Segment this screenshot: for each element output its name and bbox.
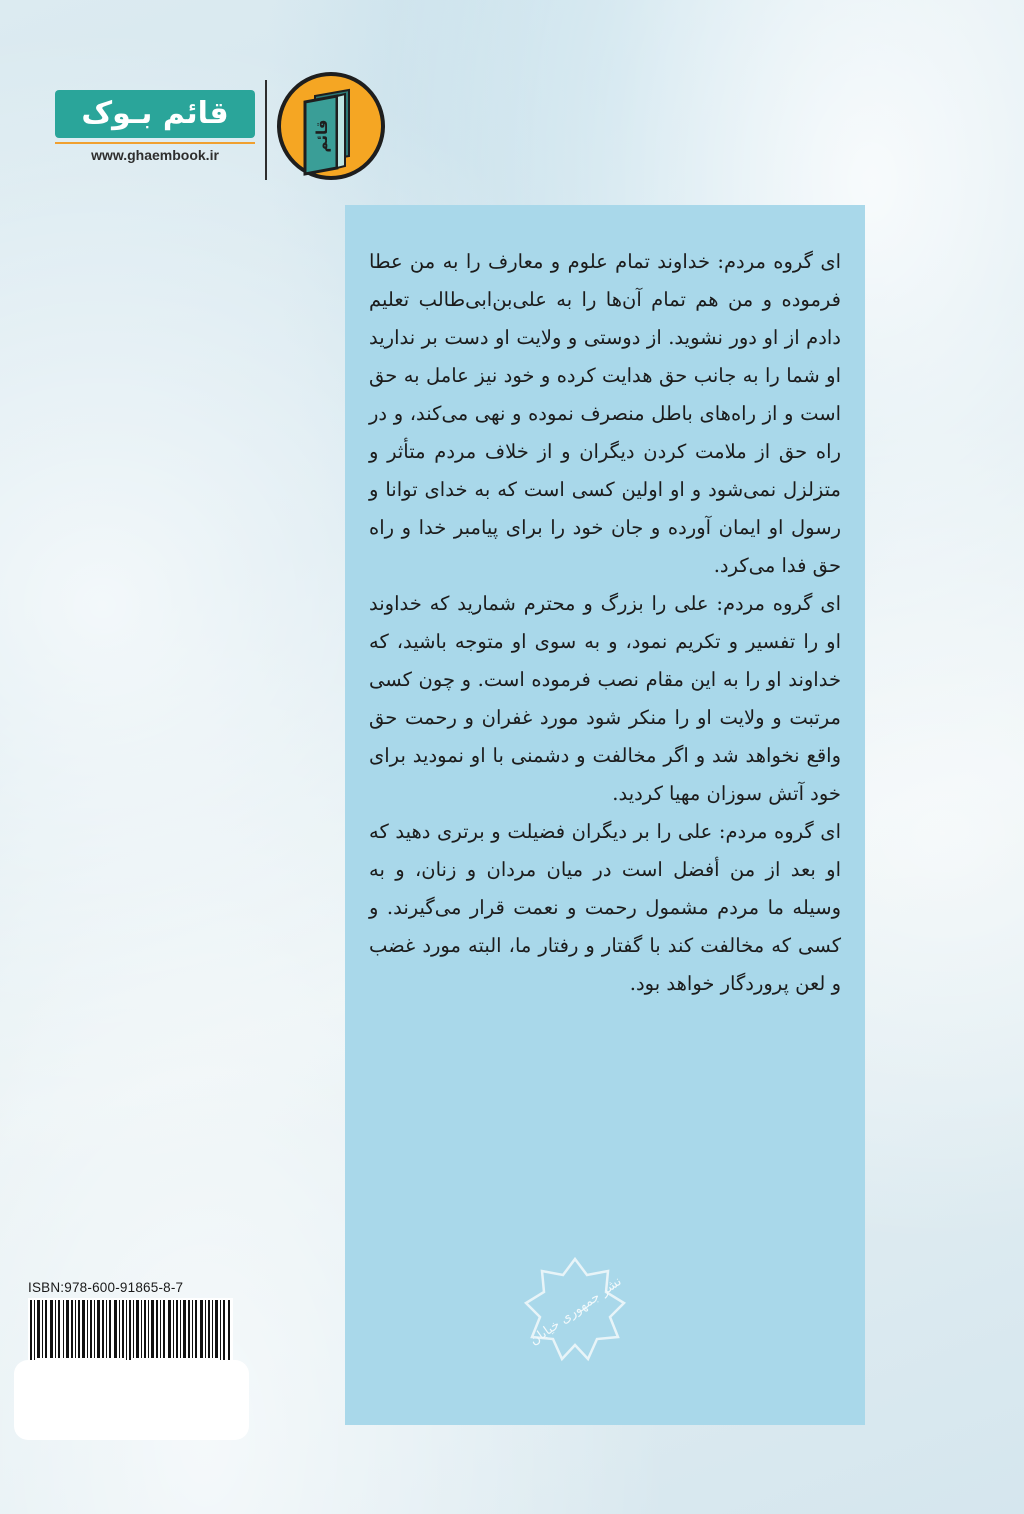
publisher-logo	[55, 70, 375, 200]
book-icon	[275, 70, 387, 182]
paragraph-1: ای گروه مردم: خداوند تمام علوم و معارف را به من عطا فرموده و من هم تمام آن‌ها را به علی‌بن‌ابی‌طالب تعلیم دادم از او دور نشوید. از دوستی و ولایت او دست بر ندارید او شما را به جانب حق هدایت کرده و خود نیز عامل به حق است و از راه‌های باطل منصرف نموده و نهی می‌کند، و در راه حق از ملامت کردن دیگران و از خلاف مردم متأثر و متزلزل نمی‌شود و او اولین کسی است که به خدای توانا و رسول او ایمان آورده و جان خود را برای پیامبر خدا و راه حق فدا می‌کرد.	[369, 250, 841, 577]
isbn-label: ISBN:978-600-91865-8-7	[28, 1280, 184, 1295]
publisher-emblem-icon	[520, 1255, 630, 1365]
logo-divider	[265, 80, 267, 180]
emblem-text: نشر جمهوری خیابان	[527, 1273, 625, 1349]
paragraph-2: ای گروه مردم: علی را بزرگ و محترم شمارید که خداوند او را تفسیر و تکریم نمود، و به سوی او متوجه باشید، که خداوند او را به این مقام نصب فرموده است. و چون کسی مرتبت و ولایت او را منکر شود مورد غفران و رحمت حق واقع نخواهد شد و اگر مخالفت و دشمنی با او نمودید برای خود آتش سوزان مهیا کردید.	[369, 592, 841, 805]
barcode-mask	[14, 1360, 249, 1440]
barcode	[28, 1298, 233, 1366]
paragraph-3: ای گروه مردم: علی را بر دیگران فضیلت و برتری دهید که او بعد از من أفضل است در میان مردان و زنان، و به وسیله ما مردم مشمول رحمت و نعمت قرار می‌گیرند. و کسی که مخالفت کند با گفتار و رفتار ما، البته مورد غضب و لعن پروردگار خواهد بود.	[369, 820, 841, 995]
logo-url: www.ghaembook.ir	[55, 142, 255, 166]
text-panel	[345, 205, 865, 1425]
logo-book-text: قائم	[313, 119, 331, 153]
logo-brand-text: قائم بـوک	[55, 90, 255, 138]
